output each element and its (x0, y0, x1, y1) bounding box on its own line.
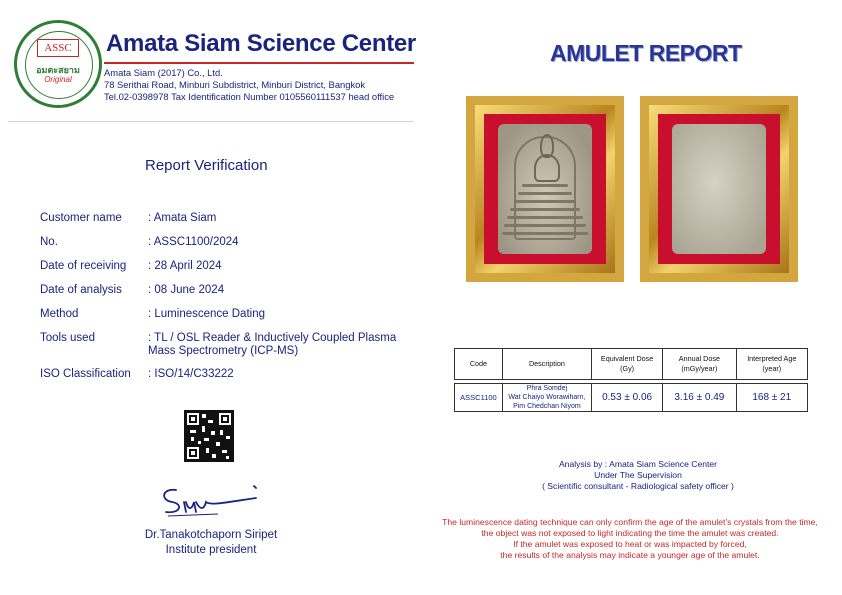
results-table (454, 348, 808, 412)
field-value: : ISO/14/C33222 (148, 368, 234, 380)
header-divider (104, 62, 414, 64)
logo-abbr: ASSC (37, 39, 79, 57)
president-signature (158, 480, 268, 520)
qr-finder (219, 413, 231, 425)
qr-finder (187, 413, 199, 425)
address-line: Tel.02-0398978 Tax Identification Number 0105560111537 head office (104, 91, 395, 102)
cell-interpreted-age: 168 ± 21 (736, 384, 807, 412)
header-annual-dose: Annual Dose (mGy/year) (663, 349, 736, 380)
analysis-line: ( Scientific consultant - Radiological safety officer ) (542, 481, 734, 491)
disclaimer-line: The luminescence dating technique can only confirm the age of the amulet's crystals from the time, (442, 517, 818, 527)
amulet-front-stone (498, 124, 592, 254)
cell-equivalent-dose: 0.53 ± 0.06 (591, 384, 662, 412)
amulet-tier (510, 208, 580, 211)
image-mat (658, 114, 780, 264)
amulet-tier (522, 184, 568, 187)
disclaimer-line: the results of the analysis may indicate a younger age of the amulet. (500, 550, 760, 560)
disclaimer-block (420, 517, 840, 561)
company-name: Amata Siam Science Center (106, 30, 416, 57)
field-value: : Amata Siam (148, 212, 217, 224)
amulet-tier (514, 200, 576, 203)
amulet-tier (507, 216, 583, 219)
header-interpreted-age: Interpreted Age (year) (736, 349, 807, 380)
field-label: Customer name (40, 212, 122, 224)
header-equivalent-dose: Equivalent Dose (Gy) (591, 349, 662, 380)
company-address (104, 67, 394, 103)
field-value: : 08 June 2024 (148, 284, 225, 296)
analysis-line: Analysis by : Amata Siam Science Center (558, 459, 718, 469)
header-description: Description (502, 349, 591, 380)
amulet-back-stone (672, 124, 766, 254)
amulet-front-image (466, 96, 624, 282)
buddha-body (534, 154, 560, 182)
header-separator (8, 121, 414, 122)
signer-title: Institute president (165, 544, 257, 556)
field-label: Method (40, 308, 79, 320)
analysis-block (440, 459, 836, 492)
cell-code: ASSC1100 (455, 384, 503, 412)
table-row (455, 384, 808, 412)
cell-annual-dose: 3.16 ± 0.49 (663, 384, 736, 412)
logo-original-text: Original (44, 75, 72, 84)
field-label: Tools used (40, 332, 95, 344)
address-line: Amata Siam (2017) Co., Ltd. (104, 67, 223, 78)
table-header-row (455, 349, 808, 380)
disclaimer-line: If the amulet was exposed to heat or was impacted by forced, (513, 539, 747, 549)
amulet-tier (518, 192, 572, 195)
amulet-tier (502, 232, 588, 235)
amulet-tier (504, 224, 586, 227)
header-code: Code (455, 349, 503, 380)
verification-title: Report Verification (145, 157, 268, 174)
analysis-line: Under The Supervision (594, 470, 682, 480)
qr-code[interactable] (184, 410, 234, 462)
assc-logo (14, 20, 102, 108)
field-value: : Luminescence Dating (148, 308, 265, 320)
field-value: : TL / OSL Reader & Inductively Coupled Plasma Mass Spectrometry (ICP-MS) (148, 332, 397, 357)
amulet-back-image (640, 96, 798, 282)
address-line: 78 Serithai Road, Minburi Subdistrict, Minburi District, Bangkok (104, 79, 366, 90)
field-label: Date of receiving (40, 260, 127, 272)
image-mat (484, 114, 606, 264)
signer-block (118, 528, 304, 558)
report-title: AMULET REPORT (550, 40, 742, 66)
qr-finder (187, 447, 199, 459)
field-label: ISO Classification (40, 368, 131, 380)
cell-description: Phra Somdej Wat Chaiyo Worawiharn, Pim Chedchan Niyom (502, 384, 591, 412)
field-label: No. (40, 236, 58, 248)
logo-thai-text: อมตะสยาม (36, 65, 80, 75)
field-value: : 28 April 2024 (148, 260, 222, 272)
disclaimer-line: the object was not exposed to light indicating the time the amulet was created. (481, 528, 779, 538)
field-value: : ASSC1100/2024 (148, 236, 239, 248)
signer-name: Dr.Tanakotchaporn Siripet (144, 529, 278, 541)
field-label: Date of analysis (40, 284, 122, 296)
